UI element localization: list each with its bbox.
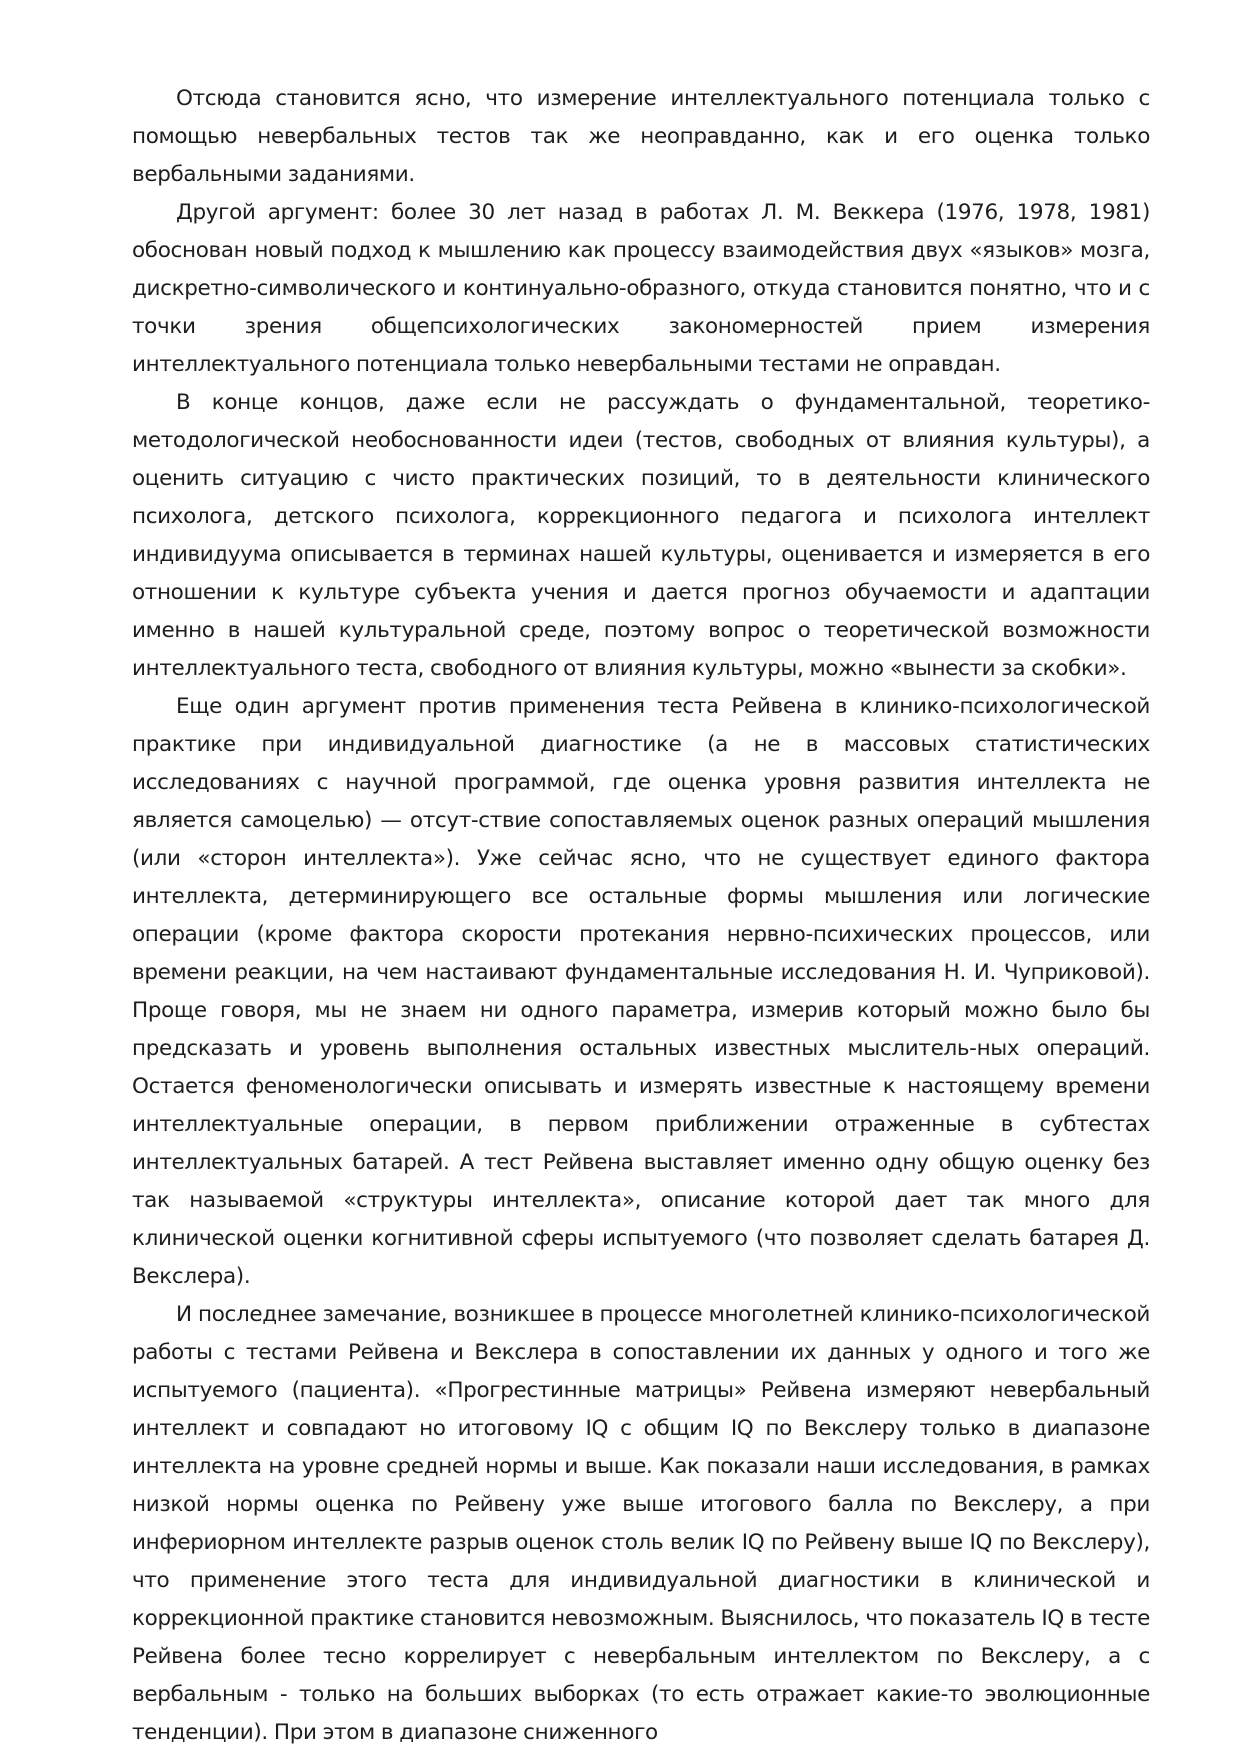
paragraph-2: Другой аргумент: более 30 лет назад в работах Л. М. Веккера (1976, 1978, 1981) обоснован новый подход к мышлению как процессу взаимодействия двух «языков» мозга, дискретно-символического и континуально-образного, откуда становится понятно, что и с точки зрения общепсихологических закономерностей прием измерения интеллектуального потенциала только невербальными тестами не оправдан.: [132, 200, 1150, 377]
paragraph-3: В конце концов, даже если не рассуждать о фундаментальной, теоретико-методологической необоснованности идеи (тестов, свободных от влияния культуры), а оценить ситуацию с чисто практических позиций, то в деятельности клинического психолога, детского психолога, коррекционного педагога и психолога интеллект индивидуума описывается в терминах нашей культуры, оценивается и измеряется в его отношении к культуре субъекта учения и дается прогноз обучаемости и адаптации именно в нашей культуральной среде, поэтому вопрос о теоретической возможности интеллектуального теста, свободного от влияния культуры, можно «вынести за скобки».: [132, 390, 1150, 681]
paragraph-4: Еще один аргумент против применения теста Рейвена в клинико-психологической практике при индивидуальной диагностике (а не в массовых статистических исследованиях с научной программой, где оценка уровня развития интеллекта не является самоцелью) — отсут-ствие сопоставляемых оценок разных операций мышления (или «сторон интеллекта»). Уже сейчас ясно, что не существует единого фактора интеллекта, детерминирующего все остальные формы мышления или логические операции (кроме фактора скорости протекания нервно-психических процессов, или времени реакции, на чем настаивают фундаментальные исследования Н. И. Чуприковой). Проще говоря, мы не знаем ни одного параметра, измерив который можно было бы предсказать и уровень выполнения остальных известных мыслитель-ных операций. Остается феноменологически описывать и измерять известные к настоящему времени интеллектуальные операции, в первом приближении отраженные в субтестах интеллектуальных батарей. А тест Рейвена выставляет именно одну общую оценку без так называемой «структуры интеллекта», описание которой дает так много для клинической оценки когнитивной сферы испытуемого (что позволяет сделать батарея Д. Векслера).: [132, 694, 1150, 1289]
document-page: [132, 80, 1150, 1752]
paragraph-1: Отсюда становится ясно, что измерение интеллектуального потенциала только с помощью невербальных тестов так же неоправданно, как и его оценка только вербальными заданиями.: [132, 86, 1150, 187]
paragraph-5: И последнее замечание, возникшее в процессе многолетней клинико-психологической работы с тестами Рейвена и Векслера в сопоставлении их данных у одного и того же испытуемого (пациента). «Прогрестинные матрицы» Рейвена измеряют невербальный интеллект и совпадают но итоговому IQ с общим IQ по Векслеру только в диапазоне интеллекта на уровне средней нормы и выше. Как показали наши исследования, в рамках низкой нормы оценка по Рейвену уже выше итогового балла по Векслеру, а при инфериорном интеллекте разрыв оценок столь велик IQ по Рейвену выше IQ по Векслеру), что применение этого теста для индивидуальной диагностики в клинической и коррекционной практике становится невозможным. Выяснилось, что показатель IQ в тесте Рейвена более тесно коррелирует с невербальным интеллектом по Векслеру, а с вербальным - только на больших выборках (то есть отражает какие-то эволюционные тенденции). При этом в диапазоне сниженного: [132, 1302, 1150, 1745]
